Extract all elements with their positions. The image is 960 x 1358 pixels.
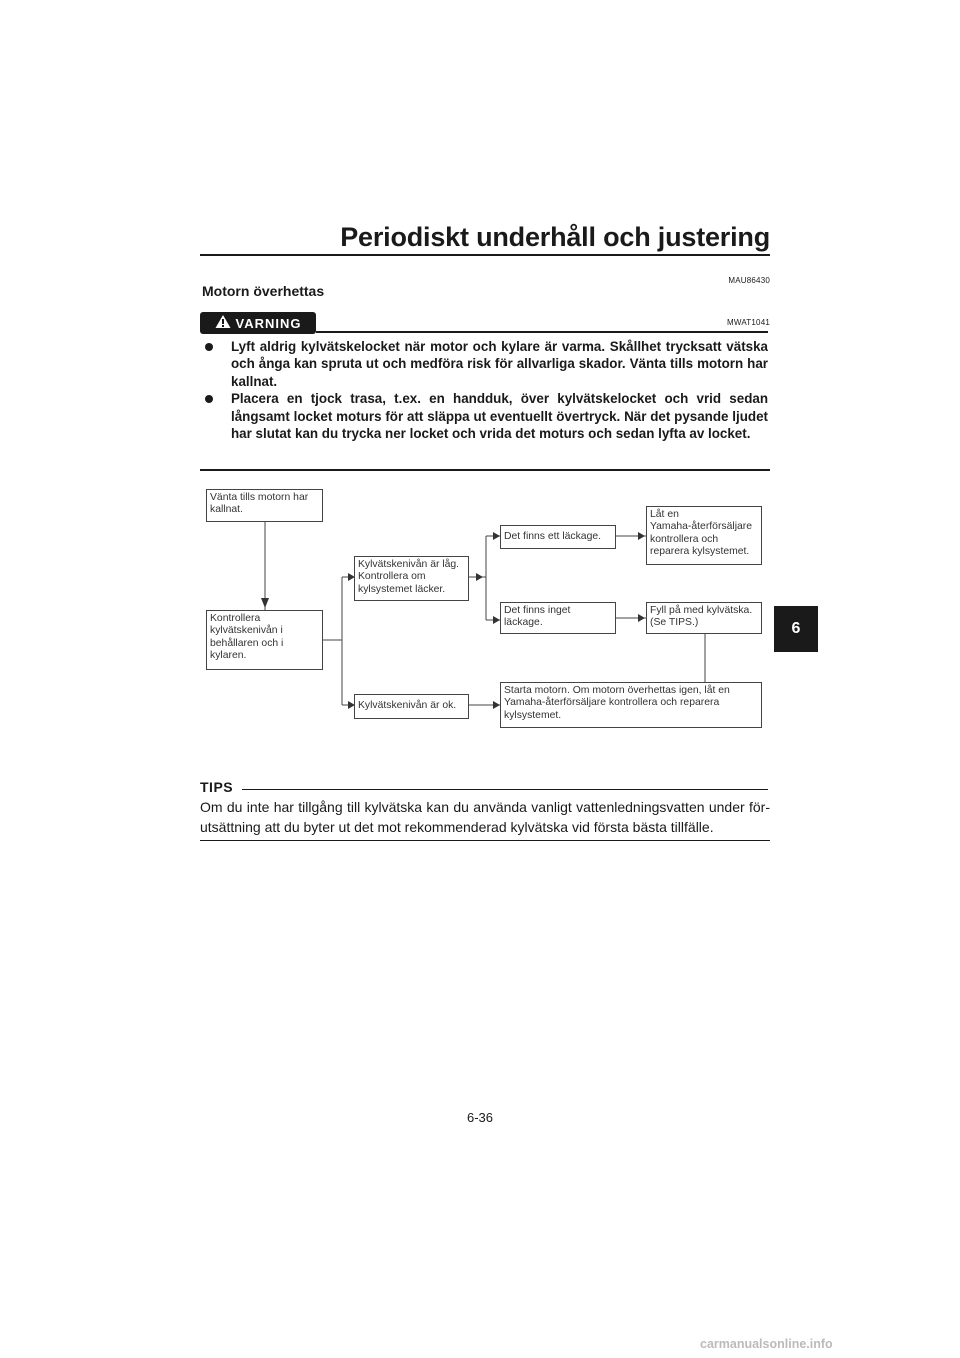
flow-box-start-engine: Starta motorn. Om motorn överhettas igen, låt en Yamaha-återförsäljare kontrollera och reparera kylsystemet.: [500, 682, 762, 728]
warning-code: MWAT1041: [727, 318, 770, 327]
warning-item-text: Placera en tjock trasa, t.ex. en handduk, över kylvätskelocket och vrid sedan långsamt locket moturs för att släppa ut eventuellt övertryck. När det pysande ljudet har slutat kan du trycka ner locket och vrida det moturs och sedan lyfta av locket.: [231, 391, 768, 442]
flow-box-level-ok: Kylvätskenivån är ok.: [354, 694, 469, 719]
flow-box-leak: Det finns ett läckage.: [500, 525, 616, 549]
page-title: Periodiskt underhåll och justering: [340, 222, 770, 252]
page-number: 6-36: [466, 1110, 494, 1125]
flow-box-dealer: Låt en Yamaha-återförsäljare kontrollera och reparera kylsystemet.: [646, 506, 762, 565]
flow-box-no-leak: Det finns inget läckage.: [500, 602, 616, 634]
flow-box-fill: Fyll på med kylvätska. (Se TIPS.): [646, 602, 762, 634]
warning-item-text: Lyft aldrig kylvätskelocket när motor och kylare är varma. Skållhet trycksatt vätska och ånga kan spruta ut och medföra risk för allvarliga skador. Vänta tills motorn har kallnat.: [231, 339, 768, 389]
chapter-tab: 6: [774, 606, 818, 652]
tips-text: Om du inte har tillgång till kylvätska kan du använda vanligt vattenledningsvatten under för-utsättning att du byter ut det mot rekommenderad kylvätska vid första bästa tillfälle.: [200, 799, 770, 835]
flow-box-wait: Vänta tills motorn har kallnat.: [206, 489, 323, 522]
tips-divider: [242, 789, 768, 790]
flow-box-check: Kontrollera kylvätskenivån i behållaren och i kylaren.: [206, 610, 323, 670]
section-heading: Motorn överhettas: [202, 283, 325, 299]
watermark: carmanualsonline.info: [700, 1337, 833, 1351]
flow-box-level-low: Kylvätskenivån är låg. Kontrollera om kylsystemet läcker.: [354, 556, 469, 601]
warning-label: VARNING: [235, 315, 302, 331]
tips-label: TIPS: [200, 779, 234, 795]
section-code: MAU86430: [728, 276, 770, 285]
tips-end-divider: [200, 840, 770, 841]
